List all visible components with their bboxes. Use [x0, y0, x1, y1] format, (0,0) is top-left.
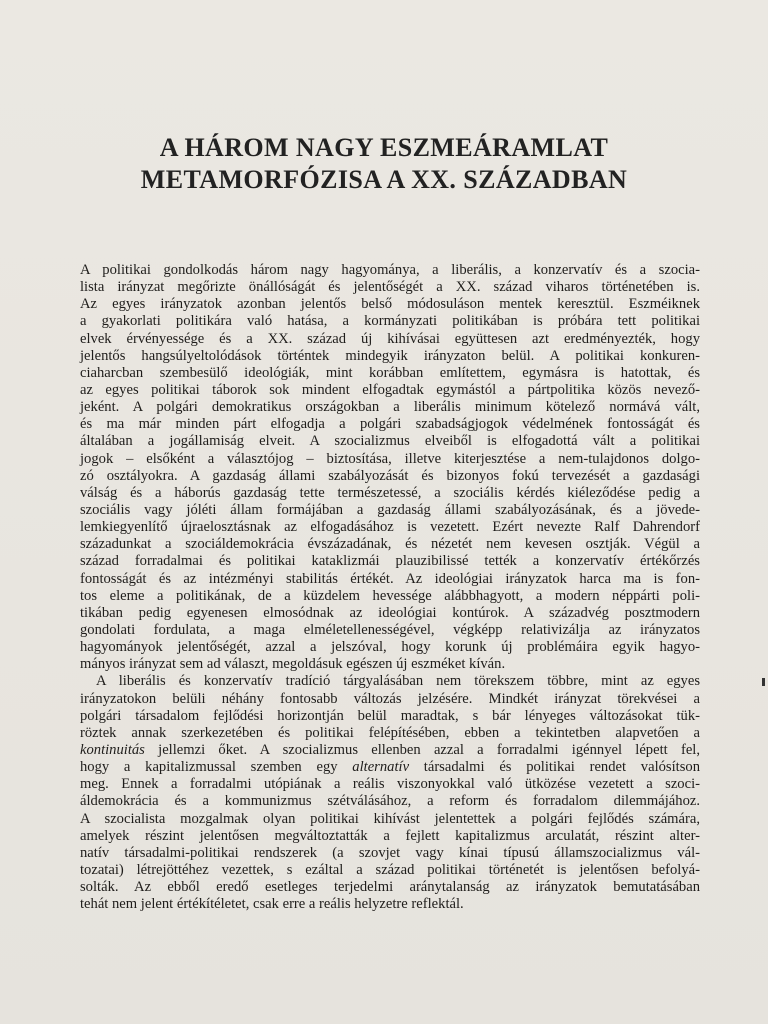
text-line: és ma már minden párt elfogadja a polgári szabadságjogok védelmének fontosságát és [80, 416, 700, 433]
text-line: röztek annak szerkezetében és politikai felépítésében, ebben a tekintetben alapvetően a [80, 724, 700, 741]
text-line: tikában pedig egyenesen elmosódnak az ideológiai kontúrok. A századvég posztmodern [80, 604, 700, 621]
text-line: amelyek részint jelentősen megváltoztatták a fejlett kapitalizmus arculatát, részint alter- [80, 827, 700, 844]
text-line: A liberális és konzervatív tradíció tárgyalásában nem törekszem többre, mint az egyes [96, 673, 700, 690]
emphasis: alternatív [352, 759, 410, 776]
text-line: áldemokrácia és a kommunizmus szétválásához, a reform és forradalom dilemmájához. [80, 793, 700, 810]
body-text [80, 262, 700, 913]
chapter-title [0, 132, 768, 196]
text-line: zó osztályokra. A gazdaság állami szabályozását és bizonyos fokú tervezését a gazdasági [80, 467, 700, 484]
text-line: tozatai) létrejöttéhez vezettek, s ezáltal a század politikai történetét is jelentősen befolyá- [80, 861, 700, 878]
text-line: általában a jogállamiság elveit. A szocializmus elveiből is elfogadottá vált a politikai [80, 433, 700, 450]
text-line [80, 742, 700, 759]
paragraph [80, 673, 700, 913]
chapter-title-line-1: A HÁROM NAGY ESZMEÁRAMLAT [159, 133, 609, 162]
text-line [80, 759, 700, 776]
text-line: meg. Ennek a forradalmi utópiának a reális viszonyokkal való ütközése vezetett a szoci- [80, 776, 700, 793]
paragraph [80, 262, 700, 673]
text-line: jelentős hangsúlyeltolódások történtek mindegyik irányzaton belül. A politikai konkuren- [80, 347, 700, 364]
text-line: jogok – elsőként a választójog – biztosítása, illetve kiterjesztése a nem-tulajdonos dolgo- [80, 450, 700, 467]
scan-edge-mark [762, 678, 765, 686]
text-run: jellemzi őket. A szocializmus ellenben azzal a forradalmi igénnyel lépett fel, [144, 741, 700, 758]
text-line: A politikai gondolkodás három nagy hagyománya, a liberális, a konzervatív és a szocia- [80, 262, 700, 278]
text-line: polgári társadalom fejlődési horizontján belül maradtak, s bár lényeges változásokat tük- [80, 707, 700, 724]
text-line: a gyakorlati politikára való hatása, a kormányzati politikában is próbára tett politikai [80, 313, 700, 330]
text-line: tehát nem jelent értékítéletet, csak erre a reális helyzetre reflektál. [80, 896, 464, 913]
text-line: jeként. A polgári demokratikus országokban a liberális minimum kötelező normává vált, [80, 399, 700, 416]
text-run: hogy a kapitalizmussal szemben egy [80, 759, 353, 776]
text-line: A szocialista mozgalmak olyan politikai kihívást jelentettek a polgári fejlődés számára, [80, 810, 700, 827]
text-line: az egyes politikai táborok sok mindent elfogadtak egymástól a pártpolitika közös nevező- [80, 381, 700, 398]
text-line: lemkiegyenlítő újraelosztásnak az elfogadásához is vezetett. Ezért nevezte Ralf Dahrendorf [80, 519, 700, 536]
text-line: Az egyes irányzatok azonban jelentős belső módosuláson mentek keresztül. Eszméiknek [80, 296, 700, 313]
text-line: századunkat a szociáldemokrácia évszázadának, és nézetét nem kevesen osztják. Végül a [80, 536, 700, 553]
text-line: hagyományok jelentőségét, azzal a jelszóval, hogy korunk új problémáira egyik hagyo- [80, 639, 700, 656]
text-line: lista irányzat megőrizte önállóságát és jelentőségét a XX. század viharos történetében is. [80, 279, 700, 296]
text-line: század forradalmai és politikai kataklizmái plauzibilissé tették a konzervatív értékőrzés [80, 553, 700, 570]
text-line: mányos irányzat sem ad választ, megoldásuk egészen új eszméket kíván. [80, 656, 506, 673]
emphasis: kontinuitás [80, 741, 145, 758]
text-line: ciaharcban szembesülő ideológiák, mint korábban említettem, egymásra is hatottak, és [80, 364, 700, 381]
text-line: gondolati fordulata, a maga elméletellenességével, végképp relativizálja az irányzatos [80, 621, 700, 638]
text-line: szociális vagy jóléti állam formájában a gazdaság állami szabályozásának, és a jövede- [80, 501, 700, 518]
text-line: solták. Az ebből eredő esetleges terjedelmi aránytalanság az irányzatok bemutatásában [80, 879, 700, 896]
text-line: fontosságát és az intézményi stabilitás értékét. Az ideológiai irányzatok harca ma is fon- [80, 570, 700, 587]
text-line: natív társadalmi-politikai rendszerek (a szovjet vagy kínai típusú államszocializmus vál- [80, 844, 700, 861]
text-line: elvek érvényessége és a XX. század új kihívásai együttesen azt eredményezték, hogy [80, 330, 700, 347]
text-run: társadalmi és politikai rendet valósítson [409, 759, 700, 776]
chapter-title-line-2: METAMORFÓZISA A XX. SZÁZADBAN [140, 165, 628, 194]
text-line: irányzatokon belüli néhány fontosabb változás jelzésére. Mindkét irányzat törekvései a [80, 690, 700, 707]
text-line: tos eleme a politikának, de a küzdelem hevessége alábbhagyott, a modern néppárti poli- [80, 587, 700, 604]
text-line: válság és a háborús gazdaság tette természetessé, a szociális kérdés kiéleződése pedig a [80, 484, 700, 501]
